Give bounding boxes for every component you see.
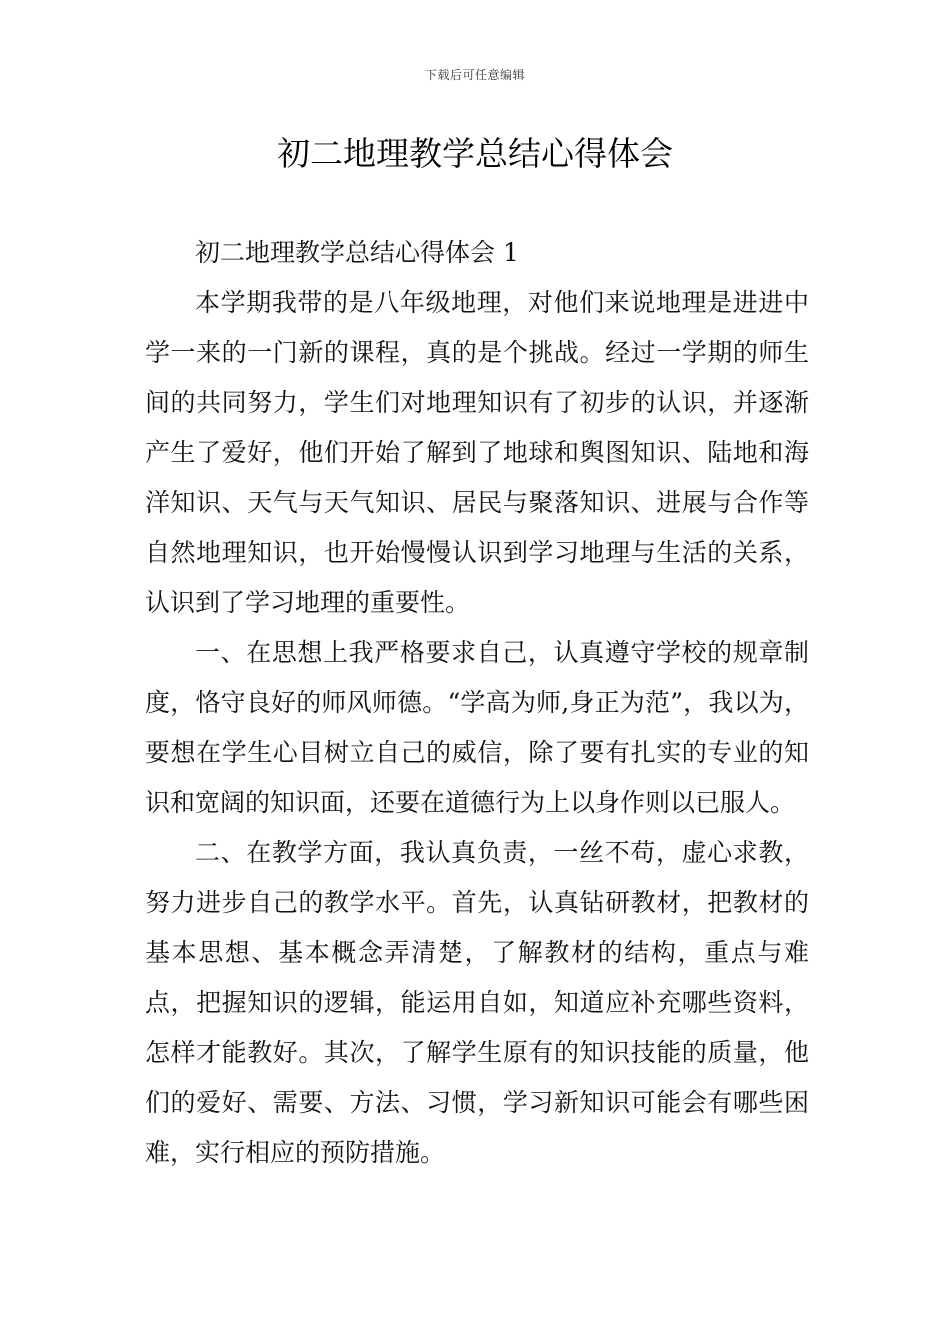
document-title: 初二地理教学总结心得体会 [277, 134, 673, 173]
paragraph-point-one: 一、在思想上我严格要求自己，认真遵守学校的规章制度，恪守良好的师风师德。“学高为师,身正为范”，我以为，要想在学生心目树立自己的威信，除了要有扎实的专业的知识和宽阔的知识面，还要在道德行为上以身作则以已服人。 [145, 638, 809, 817]
header-note: 下载后可任意编辑 [424, 68, 525, 82]
paragraph-point-two: 二、在教学方面，我认真负责，一丝不苟，虚心求教，努力进步自己的教学水平。首先，认真钻研教材，把教材的基本思想、基本概念弄清楚，了解教材的结构，重点与难点，把握知识的逻辑，能运用自如，知道应补充哪些资料，怎样才能教好。其次，了解学生原有的知识技能的质量，他们的爱好、需要、方法、习惯，学习新知识可能会有哪些困难，实行相应的预防措施。 [145, 838, 809, 1167]
document-body [145, 228, 809, 1178]
section-heading: 初二地理教学总结心得体会 1 [195, 238, 519, 267]
paragraph-intro: 本学期我带的是八年级地理，对他们来说地理是进进中学一来的一门新的课程，真的是个挑战。经过一学期的师生间的共同努力，学生们对地理知识有了初步的认识，并逐渐产生了爱好，他们开始了解到了地球和舆图知识、陆地和海洋知识、天气与天气知识、居民与聚落知识、进展与合作等自然地理知识，也开始慢慢认识到学习地理与生活的关系，认识到了学习地理的重要性。 [145, 288, 809, 617]
